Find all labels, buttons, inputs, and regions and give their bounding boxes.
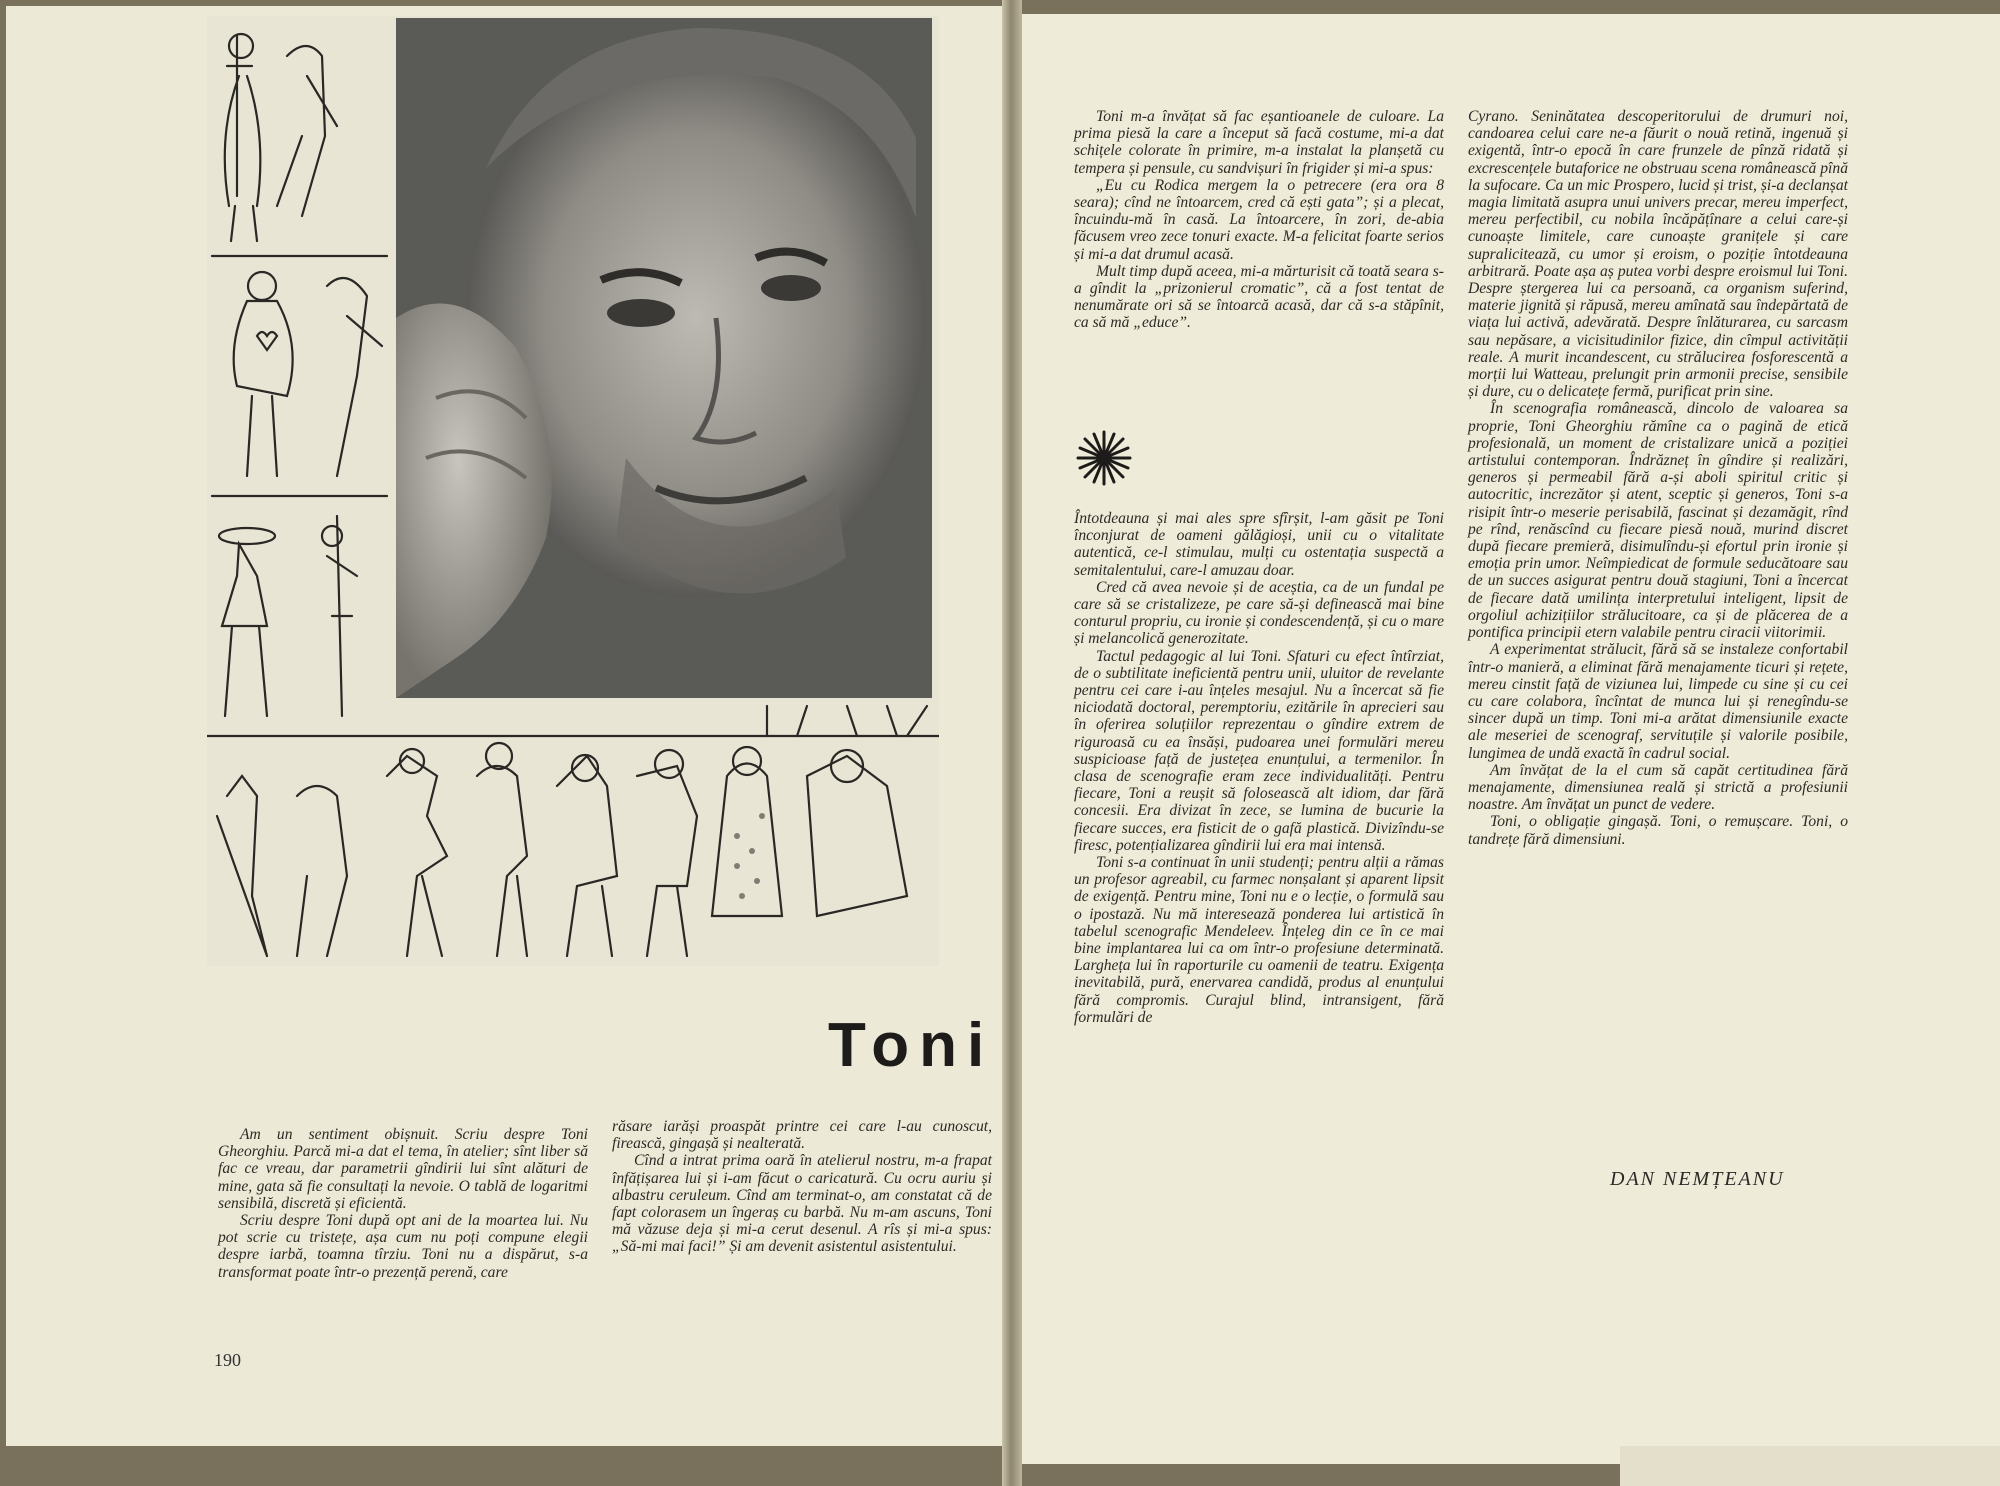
page-gutter: [1002, 0, 1022, 1486]
paragraph: A experimentat strălucit, fără să se instaleze confortabil într-o manieră, a eliminat fără menajamente ticuri și rețete, mereu cinstit față de viziunea lui, limpede cu sine și cu cei cu care colabora, încîntat de munca lui și renegîndu-se sincer după un timp. Toni mi-a arătat dimensiunile exacte ale meseriei de scenograf, servituțile și valorile posibile, lungimea de undă exactă în cadrul social.: [1468, 641, 1848, 762]
left-column-1: [218, 1126, 588, 1281]
paragraph: Toni m-a învățat să fac eșantioanele de culoare. La prima piesă la care a început să facă costume, mi-a dat schițele colorate în primire, m-a instalat la planșetă cu tempera și pensule, cu sandvișuri în frigider și mi-a spus:: [1074, 108, 1444, 177]
portrait-image: [396, 18, 932, 698]
left-column-2: [612, 1118, 992, 1256]
paragraph: Cred că avea nevoie și de aceștia, ca de un fundal pe care să se cristalizeze, pe care să-și definească mai bine conturul propriu, cu ironie și condescendență, și cu o mare și melancolică generozitate.: [1074, 578, 1444, 648]
paragraph: Tactul pedagogic al lui Toni. Sfaturi cu efect întîrziat, de o subtilitate ineficientă pentru unii, uluitor de revelante pentru cei care i-au înțeles mesajul. Nu a încercat să fie niciodată doctoral, peremptoriu, ezitările în aprecieri sau în oferirea soluțiilor reprezentau o gîndire extrem de riguroasă cu ea însăși, pudoarea unei formulări mereu suspicioase față de justețea enunțului, a termenilor. În clasa de scenografie eram zece individualități. Pentru fiecare, Toni a reușit să folosească alt idiom, dar fără concesii. Era divizat în zece, se lumina de bucurie la fiecare succes, era fisticit de o gafă plastică. Divizîndu-se firesc, potențializarea gîndirii lui era mai intensă.: [1074, 647, 1444, 854]
author-signature: DAN NEMȚEANU: [1610, 1168, 1785, 1190]
paragraph: Întotdeauna și mai ales spre sfîrșit, l-am găsit pe Toni înconjurat de oameni gălăgioși, unii cu o vitalitate autentică, ce-l stimulau, mulți cu ostentația suspectă a semitalentului, care-l amuzau doar.: [1074, 510, 1444, 579]
page-number: 190: [214, 1350, 241, 1370]
right-column-1-bottom: [1074, 510, 1444, 1026]
paragraph: Cyrano. Seninătatea descoperitorului de drumuri noi, candoarea celui care ne-a făurit o nouă retină, ingenuă și exigentă, într-o epocă în care frunzele de pînză ridată și excrescențele butaforice ne obstruau scena românească pînă la sufocare. Ca un mic Prospero, lucid și trist, și-a declanșat magia limitată asupra unui univers precar, mereu imperfect, mereu perfectibil, cu nobila încăpățînare a celui care-și cunoaște limitele, care cunoaște granițele și care supralicitează, cu umor și eroism, o poziție întotdeauna arbitrară. Poate așa aș putea vorbi despre eroismul lui Toni. Despre ștergerea lui ca persoană, ca organism suferind, materie jignită și răpusă, mereu amînată sau îndepărtată de viața lui activă, adevărată. Despre înlăturarea, cu sarcasm sau nepăsare, a vicisitudinilor fizice, din cîmpul activității reale. A murit incandescent, cu strălucirea fosforescentă a morții lui Watteau, prelungit prin armonii precise, sensibile și dure, cu o delicatețe fermă, purificat prin sine.: [1468, 108, 1848, 401]
right-column-2: [1468, 108, 1848, 848]
paragraph: Toni, o obligație gingașă. Toni, o remușcare. Toni, o tandrețe fără dimensiuni.: [1468, 813, 1848, 848]
paragraph: Scriu despre Toni după opt ani de la moartea lui. Nu pot scrie cu tristețe, așa cum nu poți compune elegii despre iarbă, toamna tîrziu. Toni nu a dispărut, s-a transformat poate într-o prezență perenă, care: [218, 1212, 588, 1281]
paragraph: Cînd a intrat prima oară în atelierul nostru, m-a frapat înfățișarea lui și i-am făcut o caricatură. Cu ocru auriu și albastru ceruleum. Cînd am terminat-o, am constatat că de fapt colorasem un îngeraș cu barbă. Nu m-am ascuns, Toni mă văzuse deja și mi-a cerut desenul. A rîs și mi-a spus: „Să-mi mai faci!” Și am devenit asistentul asistentului.: [612, 1152, 992, 1256]
paragraph: „Eu cu Rodica mergem la o petrecere (era ora 8 seara); cînd ne întoarcem, cred că ești gata”; și a plecat, încuindu-mă în casă. La întoarcere, în zori, de-abia făcusem vreo zece tonuri exacte. M-a felicitat foarte serios și mi-a dat drumul acasă.: [1074, 176, 1444, 263]
portrait-photo: [396, 18, 932, 698]
background-surface: [1620, 1446, 2000, 1486]
right-column-1-top: [1074, 108, 1444, 332]
paragraph: Am învățat de la el cum să capăt certitudinea fără menajamente, dimensiunea reală și strictă a profesiunii noastre. Am învățat un punct de vedere.: [1468, 761, 1848, 814]
paragraph: Am un sentiment obișnuit. Scriu despre Toni Gheorghiu. Parcă mi-a dat el tema, în atelier; sînt liber să fac ce vreau, dar parametrii gîndirii lui sînt alături de mine, gata să fie consultați la nevoie. O tablă de logaritmi sensibilă, discretă și eficientă.: [218, 1126, 588, 1212]
paragraph: Toni s-a continuat în unii studenți; pentru alții a rămas un profesor agreabil, cu farmec nonșalant și aparent lipsit de exigență. Pentru mine, Toni nu e o lecție, o formulă sau o ipostază. Nu mă interesează ponderea lui artistică în tabelul scenografic Mendeleev. Înțeleg din ce în ce mai bine implantarea lui ca om într-o profesiune determinată. Largheța lui în raporturile cu oamenii de teatru. Exigența inevitabilă, pură, enervarea candidă, produs al enunțului fără compromis. Curajul blind, intransigent, fără formulări de: [1074, 854, 1444, 1026]
paragraph: În scenografia românească, dincolo de valoarea sa proprie, Toni Gheorghiu rămîne ca o pagină de etică profesională, un moment de cristalizare unică a poziției artistului contemporan. Îndrăzneț în gîndire și realizări, generos și permeabil fără a-și aboli spiritul critic și autocritic, increzător și atent, sceptic și generos, Toni s-a risipit într-o meserie perisabilă, fascinat și dezamăgit, rînd pe rînd, renăscînd cu fiecare piesă nouă, murind discret după fiecare premieră, disimulîndu-și efortul prin ironie și emoția prin umor. Neîmpiedicat de formule seducătoare sau de un succes asigurat pentru două stagiuni, Toni a încercat de fiecare dată umilința interpretului inteligent, lipsit de orgoliul achizițiilor strălucitoare, ca și de plăcerea de a pontifica principii etern valabile pentru ciracii viitorimii.: [1468, 400, 1848, 642]
article-title: Toni: [828, 1011, 995, 1080]
ornament-star-icon: [1074, 428, 1134, 488]
paragraph: Mult timp după aceea, mi-a mărturisit că toată seara s-a gîndit la „prizonierul cromatic”, că a fost tentat de nenumărate ori să se întoarcă acasă, dar că s-a stăpînit, ca să mă „educe”.: [1074, 262, 1444, 332]
paragraph: răsare iarăși proaspăt printre cei care l-au cunoscut, firească, gingașă și nealterată.: [612, 1118, 992, 1153]
